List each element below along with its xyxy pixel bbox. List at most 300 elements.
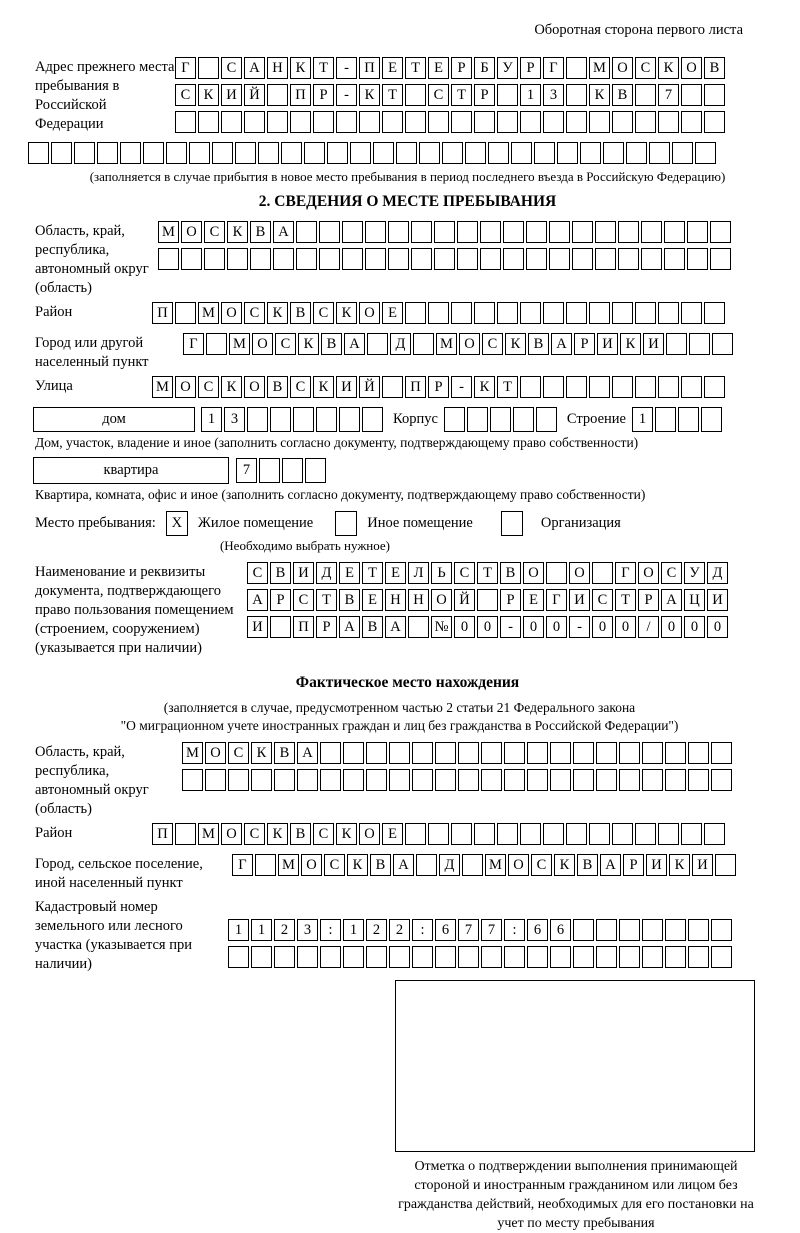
char-box[interactable]: М bbox=[278, 854, 299, 876]
char-box[interactable] bbox=[428, 302, 449, 324]
char-box[interactable] bbox=[412, 769, 433, 791]
char-box[interactable]: Д bbox=[439, 854, 460, 876]
char-box[interactable] bbox=[175, 302, 196, 324]
char-box[interactable]: С bbox=[293, 589, 314, 611]
char-box[interactable]: В bbox=[704, 57, 725, 79]
char-box[interactable] bbox=[681, 376, 702, 398]
char-box[interactable] bbox=[273, 248, 294, 270]
char-box[interactable] bbox=[366, 946, 387, 968]
char-box[interactable]: К bbox=[313, 376, 334, 398]
char-box[interactable] bbox=[688, 742, 709, 764]
char-box[interactable] bbox=[274, 946, 295, 968]
char-box[interactable] bbox=[198, 57, 219, 79]
char-box[interactable]: М bbox=[485, 854, 506, 876]
char-box[interactable] bbox=[681, 823, 702, 845]
char-box[interactable] bbox=[388, 248, 409, 270]
char-box[interactable]: П bbox=[293, 616, 314, 638]
char-box[interactable]: П bbox=[290, 84, 311, 106]
char-box[interactable] bbox=[305, 458, 326, 483]
char-box[interactable]: Т bbox=[382, 84, 403, 106]
char-box[interactable] bbox=[572, 248, 593, 270]
char-box[interactable]: О bbox=[612, 57, 633, 79]
char-box[interactable]: 3 bbox=[297, 919, 318, 941]
char-box[interactable]: 1 bbox=[343, 919, 364, 941]
char-box[interactable] bbox=[313, 111, 334, 133]
char-box[interactable]: Й bbox=[359, 376, 380, 398]
char-box[interactable] bbox=[596, 769, 617, 791]
char-box[interactable] bbox=[462, 854, 483, 876]
char-box[interactable]: : bbox=[412, 919, 433, 941]
char-box[interactable] bbox=[434, 248, 455, 270]
char-box[interactable] bbox=[388, 221, 409, 243]
char-box[interactable] bbox=[389, 946, 410, 968]
char-box[interactable]: 1 bbox=[251, 919, 272, 941]
char-box[interactable]: А bbox=[339, 616, 360, 638]
char-box[interactable] bbox=[635, 111, 656, 133]
char-box[interactable] bbox=[405, 84, 426, 106]
char-box[interactable]: Е bbox=[339, 562, 360, 584]
char-box[interactable] bbox=[320, 769, 341, 791]
char-box[interactable] bbox=[543, 111, 564, 133]
char-box[interactable]: В bbox=[577, 854, 598, 876]
char-box[interactable] bbox=[244, 111, 265, 133]
char-box[interactable] bbox=[712, 333, 733, 355]
char-box[interactable]: И bbox=[247, 616, 268, 638]
char-box[interactable] bbox=[710, 248, 731, 270]
char-box[interactable]: А bbox=[661, 589, 682, 611]
char-box[interactable] bbox=[343, 946, 364, 968]
char-box[interactable] bbox=[550, 769, 571, 791]
char-box[interactable]: И bbox=[692, 854, 713, 876]
char-box[interactable] bbox=[428, 823, 449, 845]
char-box[interactable] bbox=[681, 111, 702, 133]
char-box[interactable] bbox=[198, 111, 219, 133]
char-box[interactable]: А bbox=[273, 221, 294, 243]
char-box[interactable] bbox=[228, 946, 249, 968]
char-box[interactable] bbox=[612, 376, 633, 398]
char-box[interactable]: 0 bbox=[707, 616, 728, 638]
char-box[interactable] bbox=[296, 248, 317, 270]
char-box[interactable] bbox=[290, 111, 311, 133]
char-box[interactable] bbox=[511, 142, 532, 164]
char-box[interactable] bbox=[365, 248, 386, 270]
char-box[interactable]: Р bbox=[638, 589, 659, 611]
char-box[interactable] bbox=[316, 407, 337, 432]
char-box[interactable] bbox=[465, 142, 486, 164]
char-box[interactable] bbox=[281, 142, 302, 164]
char-box[interactable] bbox=[687, 248, 708, 270]
char-box[interactable] bbox=[451, 111, 472, 133]
char-box[interactable]: : bbox=[504, 919, 525, 941]
char-box[interactable] bbox=[526, 221, 547, 243]
char-box[interactable] bbox=[342, 221, 363, 243]
char-box[interactable] bbox=[474, 111, 495, 133]
char-box[interactable] bbox=[504, 742, 525, 764]
char-box[interactable]: 7 bbox=[658, 84, 679, 106]
char-box[interactable] bbox=[175, 823, 196, 845]
char-box[interactable] bbox=[451, 302, 472, 324]
char-box[interactable]: Г bbox=[546, 589, 567, 611]
char-box[interactable]: С bbox=[454, 562, 475, 584]
char-box[interactable] bbox=[527, 769, 548, 791]
char-box[interactable] bbox=[477, 589, 498, 611]
char-box[interactable] bbox=[689, 333, 710, 355]
char-box[interactable] bbox=[520, 376, 541, 398]
char-box[interactable] bbox=[658, 823, 679, 845]
char-box[interactable] bbox=[596, 946, 617, 968]
char-box[interactable]: В bbox=[290, 302, 311, 324]
char-box[interactable] bbox=[416, 854, 437, 876]
char-box[interactable]: Н bbox=[408, 589, 429, 611]
char-box[interactable]: М bbox=[198, 823, 219, 845]
char-box[interactable]: Г bbox=[183, 333, 204, 355]
char-box[interactable]: 0 bbox=[523, 616, 544, 638]
char-box[interactable]: - bbox=[451, 376, 472, 398]
char-box[interactable]: С bbox=[204, 221, 225, 243]
char-box[interactable] bbox=[251, 769, 272, 791]
char-box[interactable]: Й bbox=[244, 84, 265, 106]
char-box[interactable] bbox=[359, 111, 380, 133]
char-box[interactable]: О bbox=[181, 221, 202, 243]
char-box[interactable]: Р bbox=[574, 333, 595, 355]
char-box[interactable]: О bbox=[431, 589, 452, 611]
char-box[interactable] bbox=[411, 248, 432, 270]
char-box[interactable] bbox=[543, 376, 564, 398]
char-box[interactable]: О bbox=[221, 823, 242, 845]
char-box[interactable]: К bbox=[474, 376, 495, 398]
char-box[interactable]: 6 bbox=[527, 919, 548, 941]
checkbox-organization[interactable] bbox=[501, 511, 523, 536]
char-box[interactable]: О bbox=[569, 562, 590, 584]
char-box[interactable] bbox=[635, 376, 656, 398]
char-box[interactable]: Т bbox=[477, 562, 498, 584]
char-box[interactable] bbox=[520, 111, 541, 133]
char-box[interactable] bbox=[481, 742, 502, 764]
char-box[interactable]: С bbox=[175, 84, 196, 106]
char-box[interactable] bbox=[664, 248, 685, 270]
char-box[interactable]: С bbox=[290, 376, 311, 398]
char-box[interactable] bbox=[181, 248, 202, 270]
char-box[interactable] bbox=[412, 742, 433, 764]
char-box[interactable] bbox=[546, 562, 567, 584]
char-box[interactable] bbox=[296, 221, 317, 243]
char-box[interactable] bbox=[408, 616, 429, 638]
char-box[interactable]: С bbox=[531, 854, 552, 876]
char-box[interactable] bbox=[655, 407, 676, 432]
char-box[interactable] bbox=[715, 854, 736, 876]
char-box[interactable] bbox=[396, 142, 417, 164]
char-box[interactable] bbox=[373, 142, 394, 164]
char-box[interactable] bbox=[474, 823, 495, 845]
char-box[interactable]: П bbox=[405, 376, 426, 398]
char-box[interactable]: С bbox=[592, 589, 613, 611]
char-box[interactable] bbox=[635, 823, 656, 845]
char-box[interactable]: Е bbox=[428, 57, 449, 79]
char-box[interactable]: В bbox=[274, 742, 295, 764]
checkbox-other-premises[interactable] bbox=[335, 511, 357, 536]
char-box[interactable] bbox=[297, 769, 318, 791]
char-box[interactable] bbox=[458, 769, 479, 791]
char-box[interactable] bbox=[342, 248, 363, 270]
char-box[interactable]: Г bbox=[615, 562, 636, 584]
char-box[interactable]: - bbox=[500, 616, 521, 638]
char-box[interactable] bbox=[534, 142, 555, 164]
char-box[interactable]: Ц bbox=[684, 589, 705, 611]
char-box[interactable] bbox=[526, 248, 547, 270]
char-box[interactable] bbox=[189, 142, 210, 164]
char-box[interactable] bbox=[442, 142, 463, 164]
char-box[interactable] bbox=[642, 919, 663, 941]
char-box[interactable]: И bbox=[336, 376, 357, 398]
char-box[interactable] bbox=[158, 248, 179, 270]
char-box[interactable]: В bbox=[339, 589, 360, 611]
char-box[interactable] bbox=[51, 142, 72, 164]
char-box[interactable]: К bbox=[251, 742, 272, 764]
char-box[interactable] bbox=[267, 111, 288, 133]
char-box[interactable] bbox=[688, 769, 709, 791]
char-box[interactable] bbox=[74, 142, 95, 164]
char-box[interactable]: - bbox=[336, 84, 357, 106]
char-box[interactable]: Т bbox=[313, 57, 334, 79]
char-box[interactable]: У bbox=[497, 57, 518, 79]
char-box[interactable] bbox=[175, 111, 196, 133]
char-box[interactable] bbox=[259, 458, 280, 483]
char-box[interactable]: К bbox=[620, 333, 641, 355]
char-box[interactable]: И bbox=[646, 854, 667, 876]
char-box[interactable]: : bbox=[320, 919, 341, 941]
char-box[interactable] bbox=[451, 823, 472, 845]
char-box[interactable] bbox=[182, 769, 203, 791]
char-box[interactable] bbox=[320, 946, 341, 968]
char-box[interactable] bbox=[457, 248, 478, 270]
char-box[interactable]: Г bbox=[543, 57, 564, 79]
char-box[interactable] bbox=[711, 946, 732, 968]
char-box[interactable] bbox=[527, 946, 548, 968]
char-box[interactable] bbox=[704, 302, 725, 324]
char-box[interactable] bbox=[666, 333, 687, 355]
char-box[interactable] bbox=[206, 333, 227, 355]
char-box[interactable] bbox=[405, 823, 426, 845]
char-box[interactable] bbox=[704, 84, 725, 106]
char-box[interactable] bbox=[527, 742, 548, 764]
char-box[interactable] bbox=[270, 407, 291, 432]
char-box[interactable] bbox=[336, 111, 357, 133]
char-box[interactable] bbox=[619, 946, 640, 968]
char-box[interactable] bbox=[419, 142, 440, 164]
char-box[interactable] bbox=[589, 376, 610, 398]
char-box[interactable] bbox=[120, 142, 141, 164]
char-box[interactable] bbox=[297, 946, 318, 968]
char-box[interactable]: Р bbox=[623, 854, 644, 876]
char-box[interactable] bbox=[543, 302, 564, 324]
char-box[interactable] bbox=[258, 142, 279, 164]
char-box[interactable] bbox=[672, 142, 693, 164]
char-box[interactable] bbox=[389, 742, 410, 764]
char-box[interactable]: О bbox=[301, 854, 322, 876]
char-box[interactable] bbox=[642, 769, 663, 791]
char-box[interactable] bbox=[618, 221, 639, 243]
char-box[interactable]: А bbox=[344, 333, 365, 355]
char-box[interactable] bbox=[665, 919, 686, 941]
char-box[interactable] bbox=[435, 742, 456, 764]
char-box[interactable]: В bbox=[250, 221, 271, 243]
char-box[interactable]: Й bbox=[454, 589, 475, 611]
char-box[interactable] bbox=[503, 248, 524, 270]
char-box[interactable]: Л bbox=[408, 562, 429, 584]
char-box[interactable] bbox=[649, 142, 670, 164]
char-box[interactable] bbox=[641, 221, 662, 243]
char-box[interactable] bbox=[573, 919, 594, 941]
char-box[interactable]: Р bbox=[451, 57, 472, 79]
char-box[interactable]: 7 bbox=[236, 458, 257, 483]
char-box[interactable] bbox=[589, 111, 610, 133]
char-box[interactable] bbox=[366, 742, 387, 764]
char-box[interactable] bbox=[267, 84, 288, 106]
char-box[interactable]: О bbox=[175, 376, 196, 398]
char-box[interactable] bbox=[481, 946, 502, 968]
char-box[interactable]: О bbox=[359, 302, 380, 324]
char-box[interactable]: К bbox=[336, 302, 357, 324]
char-box[interactable] bbox=[681, 84, 702, 106]
char-box[interactable] bbox=[166, 142, 187, 164]
char-box[interactable] bbox=[642, 946, 663, 968]
char-box[interactable] bbox=[365, 221, 386, 243]
char-box[interactable]: А bbox=[297, 742, 318, 764]
char-box[interactable]: Е bbox=[382, 823, 403, 845]
char-box[interactable] bbox=[282, 458, 303, 483]
char-box[interactable]: 6 bbox=[435, 919, 456, 941]
char-box[interactable]: В bbox=[612, 84, 633, 106]
char-box[interactable]: О bbox=[359, 823, 380, 845]
char-box[interactable]: М bbox=[589, 57, 610, 79]
char-box[interactable]: С bbox=[247, 562, 268, 584]
char-box[interactable] bbox=[635, 84, 656, 106]
char-box[interactable]: Е bbox=[382, 302, 403, 324]
char-box[interactable] bbox=[97, 142, 118, 164]
char-box[interactable] bbox=[658, 111, 679, 133]
char-box[interactable] bbox=[550, 742, 571, 764]
char-box[interactable] bbox=[247, 407, 268, 432]
char-box[interactable] bbox=[701, 407, 722, 432]
char-box[interactable]: О bbox=[221, 302, 242, 324]
char-box[interactable]: О bbox=[508, 854, 529, 876]
char-box[interactable]: К bbox=[669, 854, 690, 876]
char-box[interactable]: В bbox=[270, 562, 291, 584]
char-box[interactable] bbox=[536, 407, 557, 432]
char-box[interactable]: В bbox=[290, 823, 311, 845]
char-box[interactable] bbox=[255, 854, 276, 876]
char-box[interactable]: А bbox=[247, 589, 268, 611]
char-box[interactable]: Н bbox=[267, 57, 288, 79]
char-box[interactable] bbox=[711, 919, 732, 941]
char-box[interactable] bbox=[695, 142, 716, 164]
char-box[interactable]: О bbox=[459, 333, 480, 355]
char-box[interactable] bbox=[458, 742, 479, 764]
char-box[interactable] bbox=[580, 142, 601, 164]
char-box[interactable]: К bbox=[221, 376, 242, 398]
char-box[interactable]: Д bbox=[707, 562, 728, 584]
char-box[interactable]: 0 bbox=[684, 616, 705, 638]
char-box[interactable]: Т bbox=[316, 589, 337, 611]
char-box[interactable]: И bbox=[569, 589, 590, 611]
char-box[interactable] bbox=[619, 769, 640, 791]
char-box[interactable] bbox=[467, 407, 488, 432]
char-box[interactable] bbox=[573, 769, 594, 791]
char-box[interactable]: О bbox=[252, 333, 273, 355]
char-box[interactable] bbox=[212, 142, 233, 164]
char-box[interactable]: В bbox=[370, 854, 391, 876]
char-box[interactable]: Р bbox=[520, 57, 541, 79]
char-box[interactable]: О bbox=[681, 57, 702, 79]
char-box[interactable]: С bbox=[244, 823, 265, 845]
char-box[interactable]: В bbox=[362, 616, 383, 638]
char-box[interactable]: И bbox=[293, 562, 314, 584]
char-box[interactable] bbox=[497, 111, 518, 133]
char-box[interactable]: 1 bbox=[228, 919, 249, 941]
char-box[interactable]: К bbox=[290, 57, 311, 79]
char-box[interactable] bbox=[704, 111, 725, 133]
char-box[interactable]: С bbox=[313, 302, 334, 324]
char-box[interactable]: Т bbox=[497, 376, 518, 398]
char-box[interactable] bbox=[428, 111, 449, 133]
char-box[interactable] bbox=[619, 919, 640, 941]
char-box[interactable] bbox=[566, 302, 587, 324]
char-box[interactable] bbox=[434, 221, 455, 243]
char-box[interactable] bbox=[589, 302, 610, 324]
char-box[interactable]: М bbox=[198, 302, 219, 324]
checkbox-residential[interactable]: X bbox=[166, 511, 188, 536]
char-box[interactable]: В bbox=[528, 333, 549, 355]
char-box[interactable] bbox=[595, 221, 616, 243]
char-box[interactable]: Д bbox=[390, 333, 411, 355]
char-box[interactable]: 0 bbox=[546, 616, 567, 638]
char-box[interactable]: 0 bbox=[454, 616, 475, 638]
char-box[interactable]: П bbox=[152, 823, 173, 845]
char-box[interactable] bbox=[227, 248, 248, 270]
char-box[interactable]: С bbox=[428, 84, 449, 106]
char-box[interactable] bbox=[658, 302, 679, 324]
char-box[interactable] bbox=[573, 946, 594, 968]
char-box[interactable] bbox=[221, 111, 242, 133]
char-box[interactable]: С bbox=[275, 333, 296, 355]
char-box[interactable] bbox=[618, 248, 639, 270]
char-box[interactable] bbox=[270, 616, 291, 638]
char-box[interactable] bbox=[411, 221, 432, 243]
char-box[interactable] bbox=[497, 302, 518, 324]
char-box[interactable]: М bbox=[229, 333, 250, 355]
char-box[interactable]: С bbox=[313, 823, 334, 845]
char-box[interactable] bbox=[665, 769, 686, 791]
char-box[interactable] bbox=[513, 407, 534, 432]
char-box[interactable] bbox=[405, 111, 426, 133]
char-box[interactable]: Р bbox=[500, 589, 521, 611]
char-box[interactable] bbox=[612, 823, 633, 845]
char-box[interactable]: Б bbox=[474, 57, 495, 79]
char-box[interactable]: М bbox=[152, 376, 173, 398]
char-box[interactable] bbox=[566, 823, 587, 845]
char-box[interactable] bbox=[488, 142, 509, 164]
char-box[interactable]: 0 bbox=[661, 616, 682, 638]
char-box[interactable] bbox=[596, 742, 617, 764]
char-box[interactable] bbox=[319, 248, 340, 270]
char-box[interactable]: Т bbox=[451, 84, 472, 106]
char-box[interactable]: С bbox=[244, 302, 265, 324]
char-box[interactable]: 1 bbox=[201, 407, 222, 432]
char-box[interactable] bbox=[405, 302, 426, 324]
char-box[interactable]: В bbox=[267, 376, 288, 398]
char-box[interactable]: 0 bbox=[592, 616, 613, 638]
char-box[interactable] bbox=[504, 769, 525, 791]
